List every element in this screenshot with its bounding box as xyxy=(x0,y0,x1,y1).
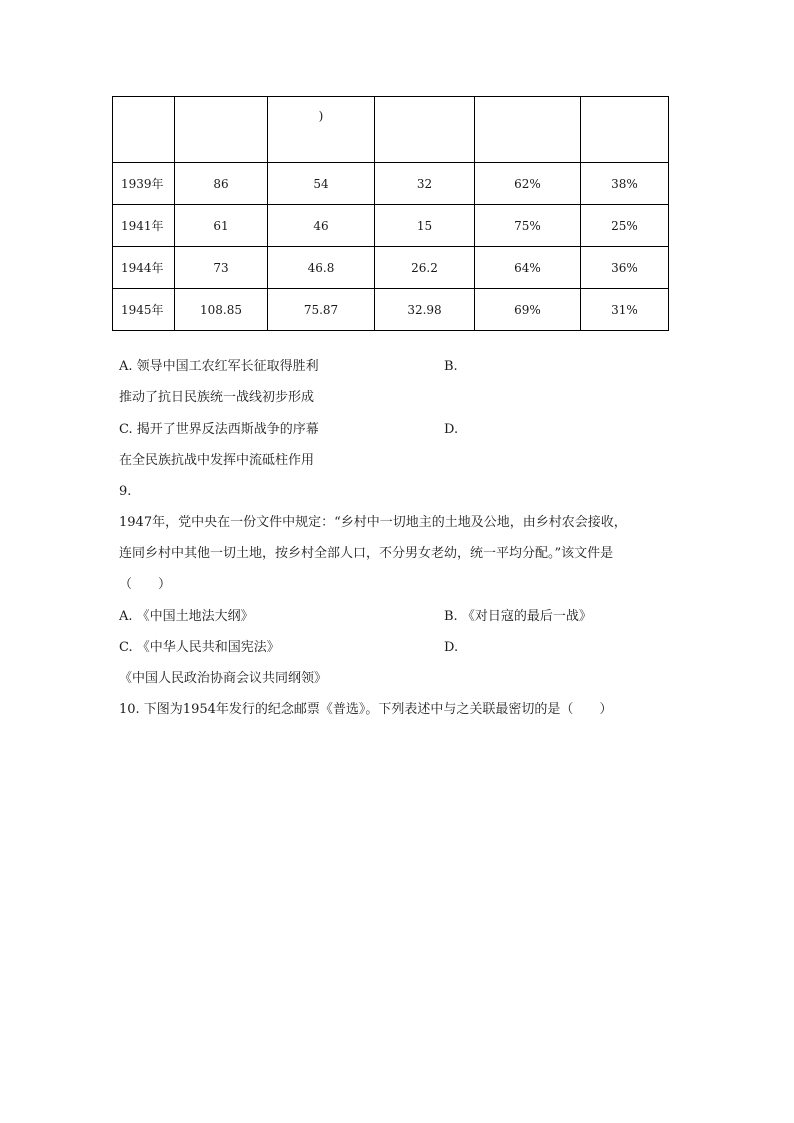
statistics-table xyxy=(112,96,669,331)
table-cell: 32 xyxy=(375,163,475,205)
q9-option-c[interactable]: C. 《中华人民共和国宪法》 xyxy=(119,640,280,655)
q9-option-d-text[interactable]: 《中国人民政治协商会议共同纲领》 xyxy=(119,671,328,686)
table-row xyxy=(113,247,669,289)
table-cell: 15 xyxy=(375,205,475,247)
table-cell: 25% xyxy=(581,205,669,247)
table-cell: 54 xyxy=(268,163,375,205)
table-cell: 36% xyxy=(581,247,669,289)
q10-stem: 10. 下图为1954年发行的纪念邮票《普选》。下列表述中与之关联最密切的是（ ） xyxy=(119,702,613,717)
q9-stem-line-2: 连同乡村中其他一切土地，按乡村全部人口，不分男女老幼，统一平均分配。”该文件是 xyxy=(119,546,614,561)
table-cell: 38% xyxy=(581,163,669,205)
table-cell: 69% xyxy=(475,289,581,331)
table-cell: 64% xyxy=(475,247,581,289)
table-cell: 31% xyxy=(581,289,669,331)
q9-stem-line-1: 1947年，党中央在一份文件中规定：“乡村中一切地主的土地及公地，由乡村农会接收， xyxy=(119,515,627,530)
q9-option-b[interactable]: B. 《对日寇的最后一战》 xyxy=(444,609,592,624)
table-cell-year: 1941年 xyxy=(113,205,175,247)
q9-number: 9. xyxy=(119,484,132,499)
table-cell: 75.87 xyxy=(268,289,375,331)
table-header-cell: ) xyxy=(268,97,375,163)
table-row xyxy=(113,163,669,205)
q8-option-d-label[interactable]: D. xyxy=(444,422,459,437)
table-header-cell xyxy=(375,97,475,163)
table-header-row xyxy=(113,97,669,163)
q9-stem-line-3: （ ） xyxy=(119,577,172,592)
table-header-cell xyxy=(113,97,175,163)
table-cell-year: 1939年 xyxy=(113,163,175,205)
table-cell: 62% xyxy=(475,163,581,205)
table-cell: 32.98 xyxy=(375,289,475,331)
table-row xyxy=(113,205,669,247)
q9-option-a[interactable]: A. 《中国土地法大纲》 xyxy=(119,609,254,624)
table-cell-year: 1944年 xyxy=(113,247,175,289)
table-cell: 46 xyxy=(268,205,375,247)
table-cell-year: 1945年 xyxy=(113,289,175,331)
table-header-cell xyxy=(581,97,669,163)
q8-option-a[interactable]: A. 领导中国工农红军长征取得胜利 xyxy=(119,359,319,374)
table-cell: 26.2 xyxy=(375,247,475,289)
table-header-cell xyxy=(175,97,268,163)
q9-option-d-label[interactable]: D. xyxy=(444,640,459,655)
table-row xyxy=(113,289,669,331)
q8-option-b-label[interactable]: B. xyxy=(444,359,458,374)
q8-option-d-text[interactable]: 在全民族抗战中发挥中流砥柱作用 xyxy=(119,453,315,468)
table-cell: 108.85 xyxy=(175,289,268,331)
table-cell: 46.8 xyxy=(268,247,375,289)
table-cell: 86 xyxy=(175,163,268,205)
table-cell: 61 xyxy=(175,205,268,247)
table-header-cell xyxy=(475,97,581,163)
table-cell: 73 xyxy=(175,247,268,289)
q8-option-b-text[interactable]: 推动了抗日民族统一战线初步形成 xyxy=(119,390,315,405)
table-cell: 75% xyxy=(475,205,581,247)
q8-option-c[interactable]: C. 揭开了世界反法西斯战争的序幕 xyxy=(119,422,319,437)
